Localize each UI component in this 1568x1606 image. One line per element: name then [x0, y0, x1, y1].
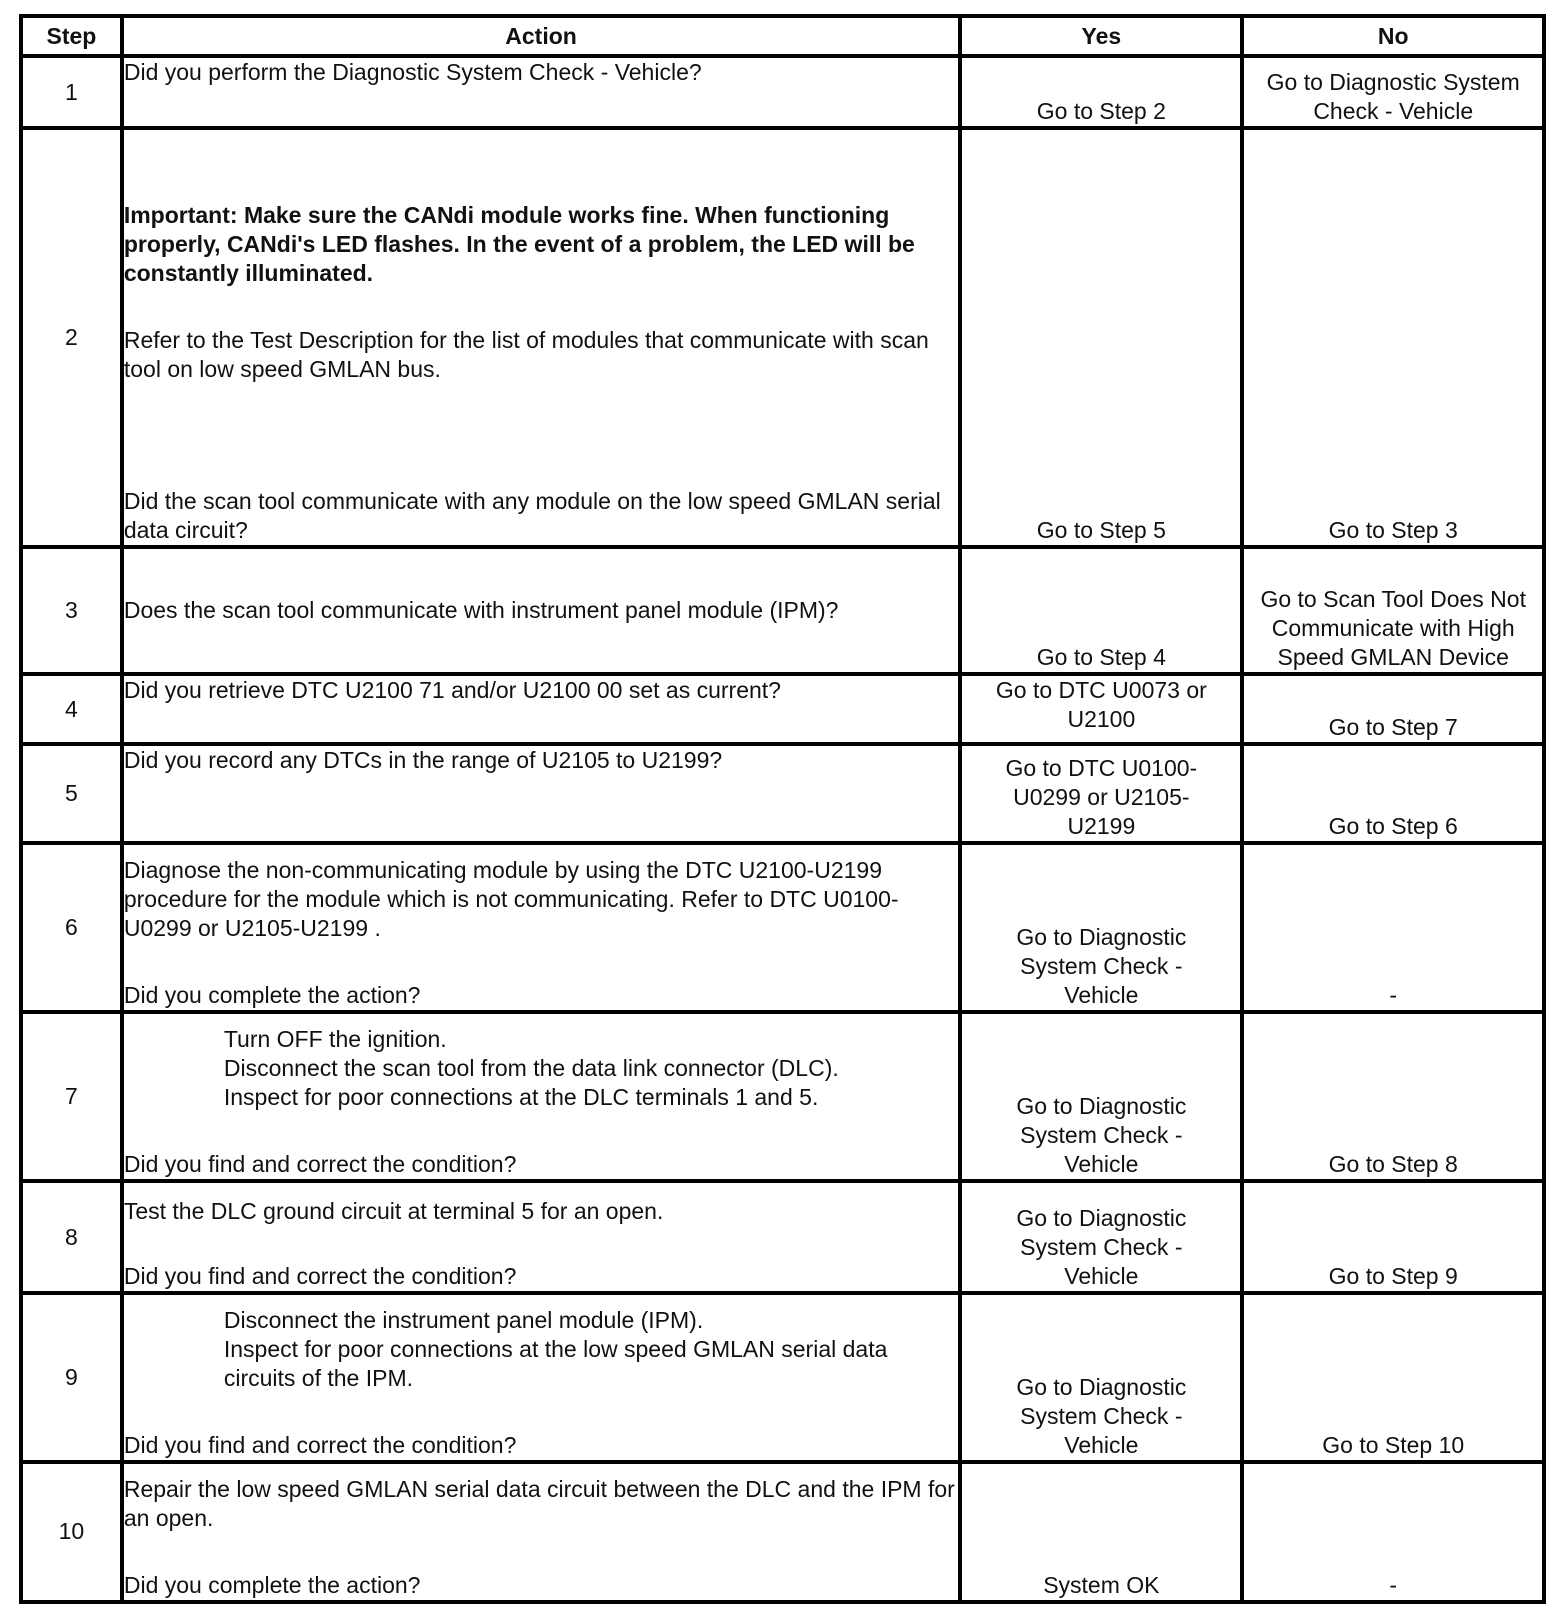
- step-number: 2: [21, 128, 122, 546]
- no-cell: -: [1242, 843, 1544, 1012]
- no-cell: Go to Step 7: [1242, 674, 1544, 744]
- yes-cell: Go to Diagnostic System Check - Vehicle: [960, 843, 1242, 1012]
- step-number: 3: [21, 547, 122, 675]
- step-number: 1: [21, 56, 122, 128]
- yes-cell: Go to Step 5: [960, 128, 1242, 546]
- step-number: 6: [21, 843, 122, 1012]
- yes-cell: Go to DTC U0073 or U2100: [960, 674, 1242, 744]
- header-action: Action: [122, 16, 960, 56]
- substep-text: Turn OFF the ignition.: [223, 1026, 447, 1053]
- table-row: [21, 674, 1544, 744]
- no-cell: Go to Step 9: [1242, 1181, 1544, 1292]
- yes-cell: Go to Diagnostic System Check - Vehicle: [960, 1012, 1242, 1181]
- yes-cell: Go to DTC U0100-U0299 or U2105-U2199: [960, 744, 1242, 843]
- no-cell: Go to Diagnostic System Check - Vehicle: [1242, 56, 1544, 128]
- table-row: [21, 128, 1544, 546]
- header-step: Step: [21, 16, 122, 56]
- action-cell: [122, 1293, 960, 1462]
- action-cell: [122, 547, 960, 675]
- no-cell: -: [1242, 1462, 1544, 1602]
- substep-text: Inspect for poor connections at the low speed GMLAN serial data circuits of the IPM.: [223, 1335, 888, 1391]
- table-row: [21, 744, 1544, 843]
- action-cell: [122, 56, 960, 128]
- action-text: Does the scan tool communicate with instrument panel module (IPM)?: [123, 596, 839, 623]
- table-row: [21, 56, 1544, 128]
- action-cell: [122, 1462, 960, 1602]
- step-number: 5: [21, 744, 122, 843]
- action-question: Did you find and correct the condition?: [123, 1262, 517, 1289]
- action-question: Did you find and correct the condition?: [123, 1151, 517, 1178]
- action-cell: [122, 843, 960, 1012]
- table-row: [21, 1181, 1544, 1292]
- action-question: Did you complete the action?: [123, 982, 421, 1009]
- step-number: 4: [21, 674, 122, 744]
- action-cell: [122, 744, 960, 843]
- step-number: 10: [21, 1462, 122, 1602]
- step-number: 8: [21, 1181, 122, 1292]
- step-number: 7: [21, 1012, 122, 1181]
- table-row: [21, 547, 1544, 675]
- table-row: [21, 1293, 1544, 1462]
- table-row: [21, 1012, 1544, 1181]
- action-question: Did you complete the action?: [123, 1572, 421, 1598]
- header-yes: Yes: [960, 16, 1242, 56]
- yes-cell: Go to Diagnostic System Check - Vehicle: [960, 1181, 1242, 1292]
- action-cell: [122, 1181, 960, 1292]
- no-cell: Go to Step 10: [1242, 1293, 1544, 1462]
- header-no: No: [1242, 16, 1544, 56]
- yes-cell: System OK: [960, 1462, 1242, 1602]
- yes-cell: Go to Step 4: [960, 547, 1242, 675]
- substep-text: Inspect for poor connections at the DLC terminals 1 and 5.: [223, 1084, 819, 1111]
- action-question: Did you find and correct the condition?: [123, 1431, 517, 1458]
- action-text: Test the DLC ground circuit at terminal 5 for an open.: [123, 1197, 664, 1224]
- no-cell: Go to Step 8: [1242, 1012, 1544, 1181]
- table-row: [21, 1462, 1544, 1602]
- action-text: Diagnose the non-communicating module by using the DTC U2100-U2199 procedure for the module which is not communicating. Refer to DTC U0100-U0299 or U2105-U2199 .: [123, 857, 899, 942]
- action-text: Refer to the Test Description for the list of modules that communicate with scan tool on low speed GMLAN bus.: [123, 326, 929, 382]
- action-cell: [122, 674, 960, 744]
- action-cell: [122, 1012, 960, 1181]
- header-row: [21, 16, 1544, 56]
- no-cell: Go to Scan Tool Does Not Communicate with High Speed GMLAN Device: [1242, 547, 1544, 675]
- substep-text: Disconnect the instrument panel module (IPM).: [223, 1306, 704, 1333]
- action-question: Did the scan tool communicate with any module on the low speed GMLAN serial data circuit?: [123, 487, 941, 543]
- action-text: Did you retrieve DTC U2100 71 and/or U2100 00 set as current?: [123, 677, 781, 704]
- substep-text: Disconnect the scan tool from the data link connector (DLC).: [223, 1055, 839, 1082]
- action-cell: [122, 128, 960, 546]
- action-text: Repair the low speed GMLAN serial data circuit between the DLC and the IPM for an open.: [123, 1476, 955, 1531]
- diagnostic-table: [19, 14, 1546, 1604]
- step-number: 9: [21, 1293, 122, 1462]
- action-text: Did you record any DTCs in the range of U2105 to U2199?: [123, 747, 723, 774]
- no-cell: Go to Step 6: [1242, 744, 1544, 843]
- yes-cell: Go to Diagnostic System Check - Vehicle: [960, 1293, 1242, 1462]
- important-note: Important: Make sure the CANdi module works fine. When functioning properly, CANdi's LED flashes. In the event of a problem, the LED will be constantly illuminated.: [123, 201, 915, 286]
- table-row: [21, 843, 1544, 1012]
- action-text: Did you perform the Diagnostic System Check - Vehicle?: [123, 59, 702, 85]
- no-cell: Go to Step 3: [1242, 128, 1544, 546]
- yes-cell: Go to Step 2: [960, 56, 1242, 128]
